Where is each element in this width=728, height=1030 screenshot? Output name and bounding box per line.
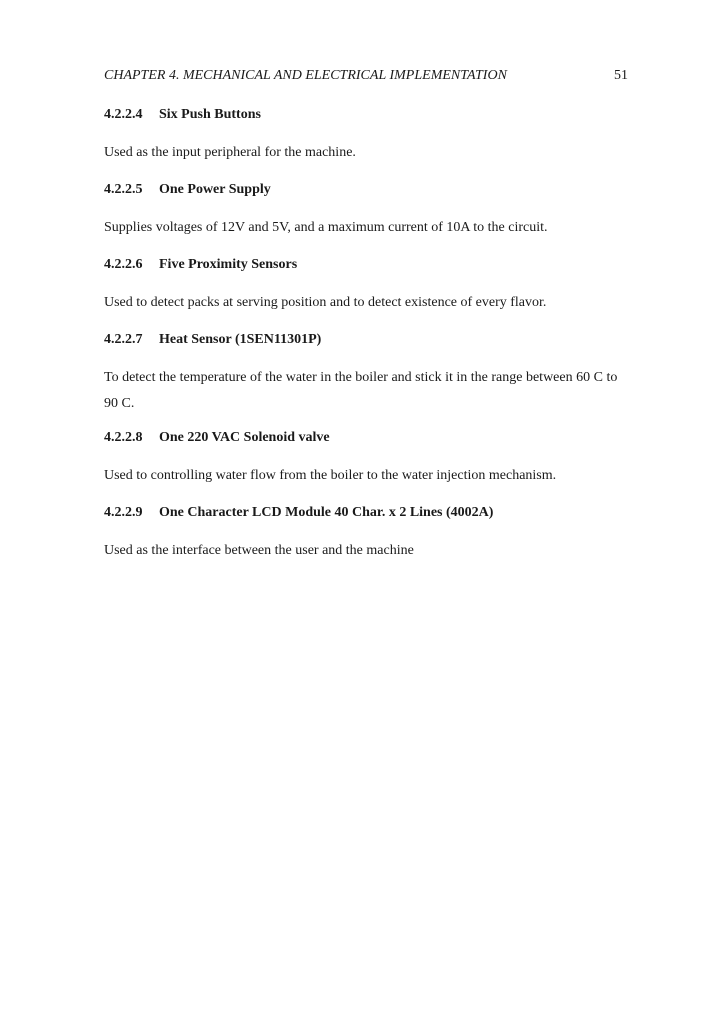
section-title: One 220 VAC Solenoid valve xyxy=(159,430,330,445)
section-number: 4.2.2.9 xyxy=(104,505,143,520)
section-title: One Character LCD Module 40 Char. x 2 Lines (4002A) xyxy=(159,505,494,520)
running-header xyxy=(104,66,628,86)
chapter-title: CHAPTER 4. MECHANICAL AND ELECTRICAL IMPLEMENTATION xyxy=(104,68,507,83)
section-body: Used to detect packs at serving position and to detect existence of every flavor. xyxy=(104,295,547,310)
section-body: Used to controlling water flow from the boiler to the water injection mechanism. xyxy=(104,468,557,483)
section-title: Heat Sensor (1SEN11301P) xyxy=(159,332,322,347)
section-4-2-2-6 xyxy=(104,255,634,316)
section-4-2-2-9 xyxy=(104,503,634,564)
section-title: Five Proximity Sensors xyxy=(159,257,298,272)
section-body: Used as the interface between the user and the machine xyxy=(104,543,414,558)
section-4-2-2-4 xyxy=(104,105,634,166)
section-4-2-2-8 xyxy=(104,428,634,489)
section-heading xyxy=(104,428,634,448)
section-number: 4.2.2.5 xyxy=(104,182,143,197)
section-number: 4.2.2.8 xyxy=(104,430,143,445)
section-heading xyxy=(104,180,634,200)
section-heading xyxy=(104,105,634,125)
section-number: 4.2.2.4 xyxy=(104,107,143,122)
page-number: 51 xyxy=(614,68,628,83)
section-heading xyxy=(104,503,634,523)
section-title: One Power Supply xyxy=(159,182,271,197)
section-heading xyxy=(104,255,634,275)
section-4-2-2-5 xyxy=(104,180,634,241)
section-title: Six Push Buttons xyxy=(159,107,261,122)
section-heading xyxy=(104,330,634,350)
section-number: 4.2.2.7 xyxy=(104,332,143,347)
section-body: Supplies voltages of 12V and 5V, and a maximum current of 10A to the circuit. xyxy=(104,220,548,235)
section-4-2-2-7 xyxy=(104,330,634,417)
section-body: Used as the input peripheral for the machine. xyxy=(104,145,356,160)
section-number: 4.2.2.6 xyxy=(104,257,143,272)
section-body: To detect the temperature of the water in the boiler and stick it in the range between 60 C to 90 C. xyxy=(104,370,618,411)
